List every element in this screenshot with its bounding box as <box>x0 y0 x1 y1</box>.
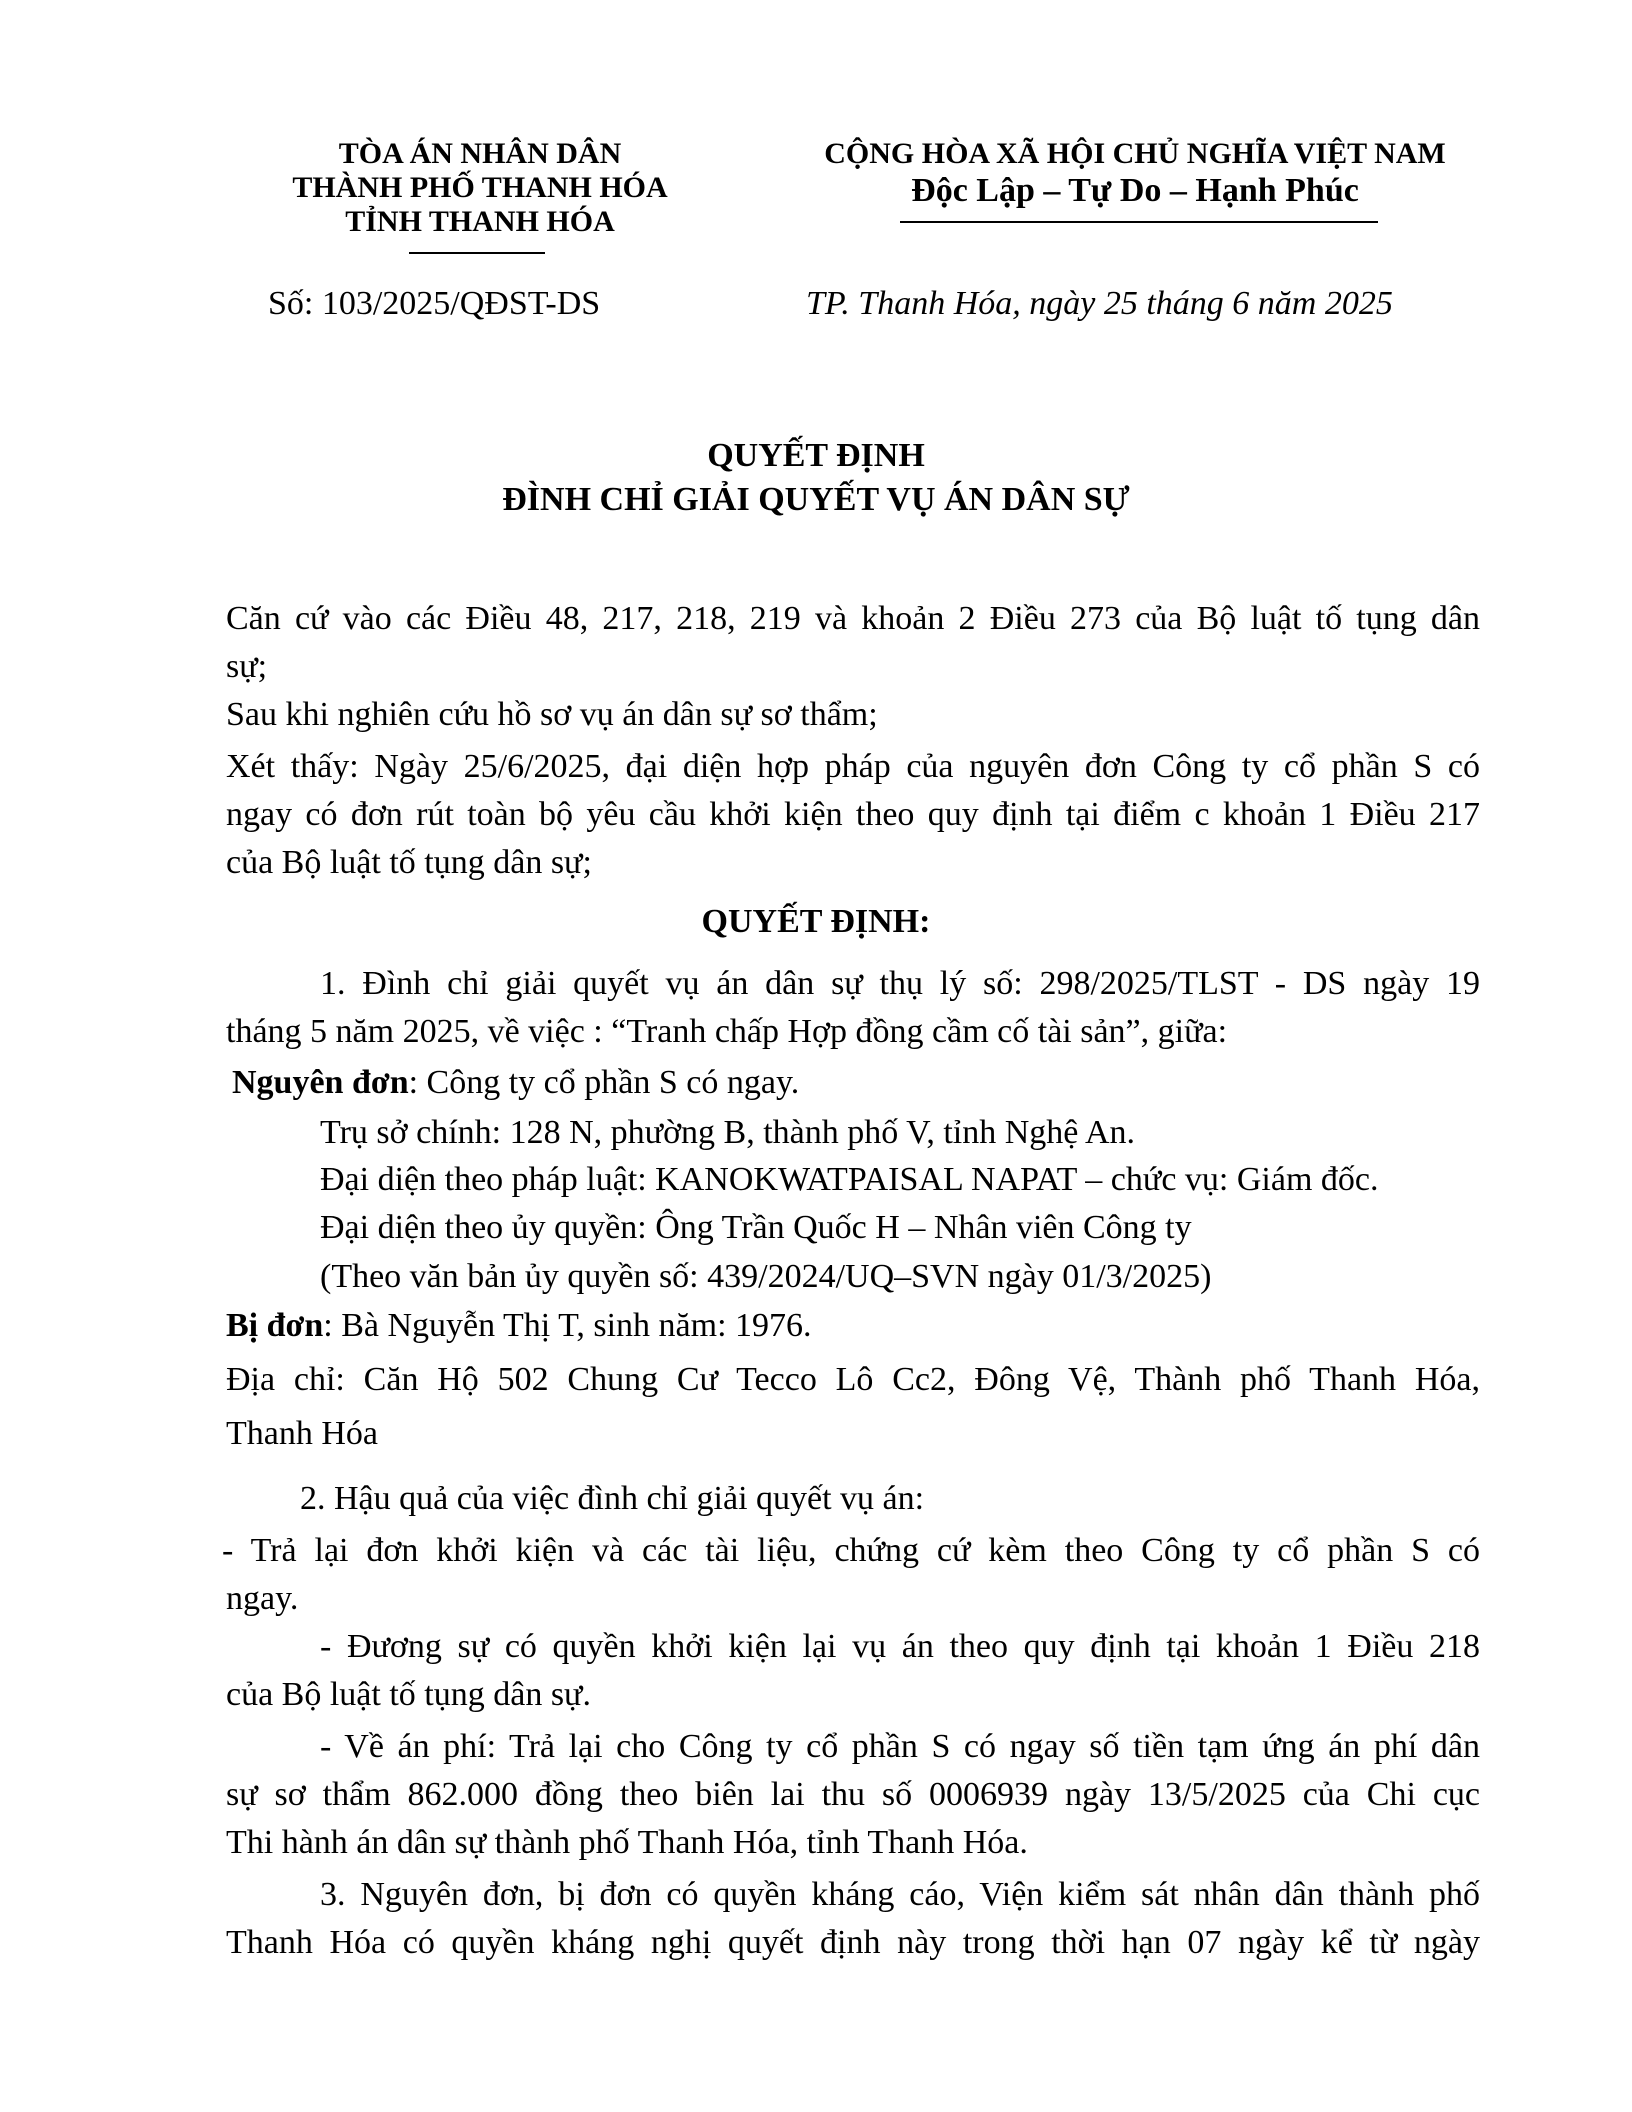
plaintiff-value: : Công ty cổ phần S có ngay. <box>408 1064 800 1101</box>
place-date: TP. Thanh Hóa, ngày 25 tháng 6 năm 2025 <box>806 285 1393 322</box>
plaintiff-headquarters: Trụ sở chính: 128 N, phường B, thành phố V, tỉnh Nghệ An. <box>320 1114 1136 1151</box>
item1-line-2: tháng 5 năm 2025, về việc : “Tranh chấp Hợp đồng cầm cố tài sản”, giữa: <box>226 1013 1228 1050</box>
court-line-2: THÀNH PHỐ THANH HÓA <box>292 171 668 204</box>
authorization-document: (Theo văn bản ủy quyền số: 439/2024/UQ–SVN ngày 01/3/2025) <box>320 1258 1212 1295</box>
motto-underline <box>900 221 1378 223</box>
item2-b-line-2: của Bộ luật tố tụng dân sự. <box>226 1676 591 1713</box>
defendant-line <box>226 1302 1480 1350</box>
nation-line: CỘNG HÒA XÃ HỘI CHỦ NGHĨA VIỆT NAM <box>824 137 1446 170</box>
plaintiff-authorized-representative: Đại diện theo ủy quyền: Ông Trần Quốc H – Nhân viên Công ty <box>320 1209 1192 1246</box>
item2-c-line-3: Thi hành án dân sự thành phố Thanh Hóa, tỉnh Thanh Hóa. <box>226 1824 1028 1861</box>
preamble-line-3: Sau khi nghiên cứu hồ sơ vụ án dân sự sơ thẩm; <box>226 696 878 733</box>
preamble-line-2: sự; <box>226 648 268 685</box>
item2-a-line-2: ngay. <box>226 1580 299 1617</box>
preamble-line-1: Căn cứ vào các Điều 48, 217, 218, 219 và khoản 2 Điều 273 của Bộ luật tố tụng dân <box>226 600 1480 637</box>
document-title: QUYẾT ĐỊNH <box>707 437 925 474</box>
item2-a-line-1: - Trả lại đơn khởi kiện và các tài liệu, chứng cứ kèm theo Công ty cổ phần S có <box>222 1532 1480 1569</box>
court-underline <box>409 252 545 254</box>
item2-c-line-2: sự sơ thẩm 862.000 đồng theo biên lai thu số 0006939 ngày 13/5/2025 của Chi cục <box>226 1776 1480 1813</box>
defendant-value: : Bà Nguyễn Thị T, sinh năm: 1976. <box>323 1307 812 1344</box>
defendant-address-line-1: Địa chỉ: Căn Hộ 502 Chung Cư Tecco Lô Cc2, Đông Vệ, Thành phố Thanh Hóa, <box>226 1361 1480 1398</box>
plaintiff-line <box>232 1059 1486 1107</box>
preamble-line-6: của Bộ luật tố tụng dân sự; <box>226 844 592 881</box>
preamble-line-5: ngay có đơn rút toàn bộ yêu cầu khởi kiện theo quy định tại điểm c khoản 1 Điều 217 <box>226 796 1480 833</box>
plaintiff-legal-representative: Đại diện theo pháp luật: KANOKWATPAISAL NAPAT – chức vụ: Giám đốc. <box>320 1161 1379 1198</box>
document-subtitle: ĐÌNH CHỈ GIẢI QUYẾT VỤ ÁN DÂN SỰ <box>502 481 1130 518</box>
item2-heading: 2. Hậu quả của việc đình chỉ giải quyết vụ án: <box>300 1480 925 1517</box>
court-name-block <box>230 137 730 239</box>
court-line-3: TỈNH THANH HÓA <box>345 205 615 238</box>
preamble-line-4: Xét thấy: Ngày 25/6/2025, đại diện hợp pháp của nguyên đơn Công ty cổ phần S có <box>226 748 1480 785</box>
document-number: Số: 103/2025/QĐST-DS <box>268 285 601 322</box>
motto-line: Độc Lập – Tự Do – Hạnh Phúc <box>911 172 1359 209</box>
plaintiff-label: Nguyên đơn <box>232 1064 409 1101</box>
defendant-label: Bị đơn <box>226 1307 324 1344</box>
national-heading-block <box>775 137 1495 211</box>
decision-heading: QUYẾT ĐỊNH: <box>701 903 931 940</box>
court-line-1: TÒA ÁN NHÂN DÂN <box>338 137 622 170</box>
item2-b-line-1: - Đương sự có quyền khởi kiện lại vụ án theo quy định tại khoản 1 Điều 218 <box>320 1628 1480 1665</box>
item3-line-2: Thanh Hóa có quyền kháng nghị quyết định này trong thời hạn 07 ngày kể từ ngày <box>226 1924 1480 1961</box>
defendant-address-line-2: Thanh Hóa <box>226 1415 379 1452</box>
item2-c-line-1: - Về án phí: Trả lại cho Công ty cổ phần S có ngay số tiền tạm ứng án phí dân <box>320 1728 1480 1765</box>
item1-line-1: 1. Đình chỉ giải quyết vụ án dân sự thụ lý số: 298/2025/TLST - DS ngày 19 <box>320 965 1480 1002</box>
item3-line-1: 3. Nguyên đơn, bị đơn có quyền kháng cáo, Viện kiểm sát nhân dân thành phố <box>320 1876 1480 1913</box>
